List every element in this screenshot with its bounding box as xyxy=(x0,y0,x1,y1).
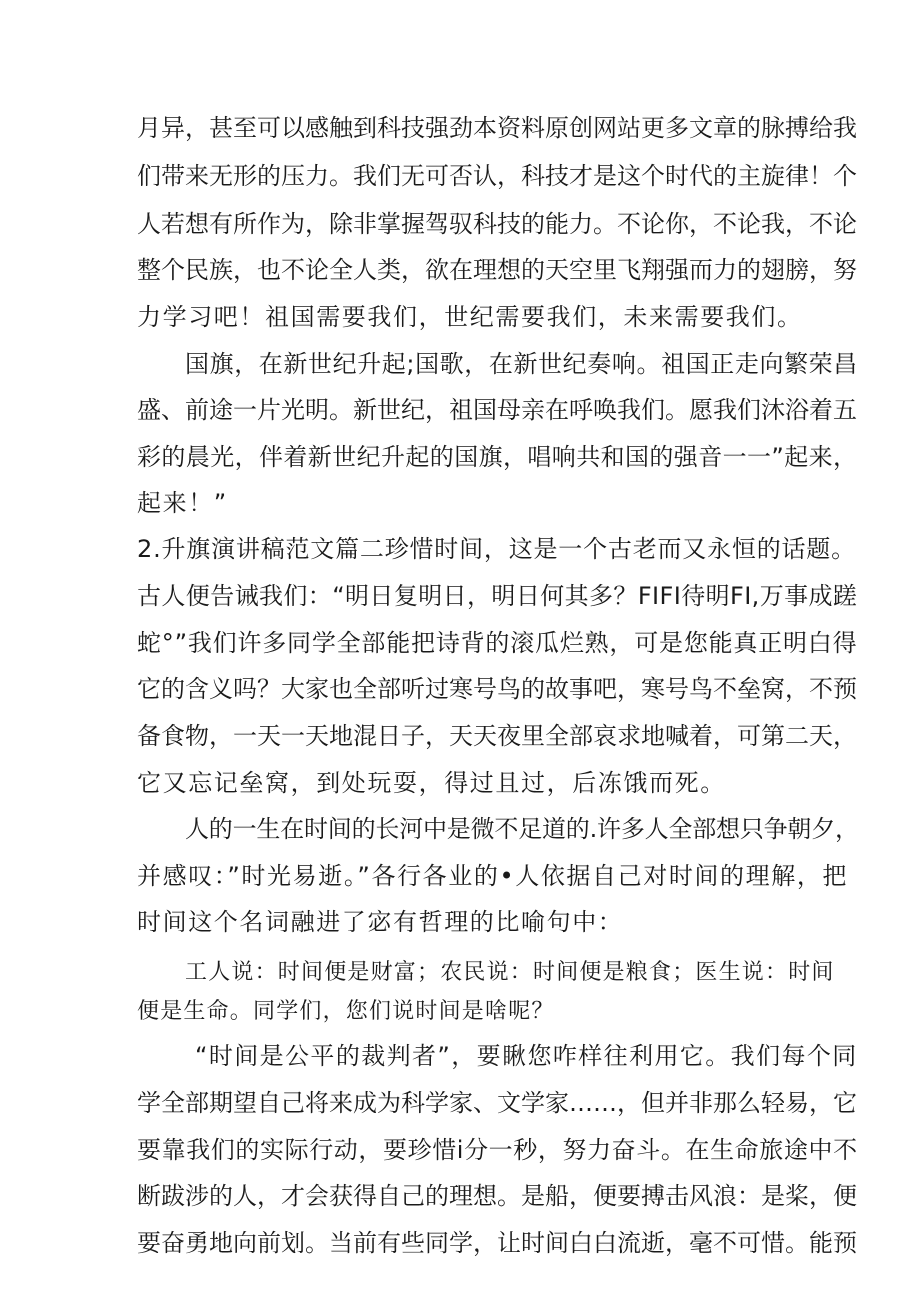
text-line: 整个民族，也不论全人类，欲在理想的天空里飞翔强而力的翅膀，努 xyxy=(137,256,857,284)
text-line: 盛、前途一片光明。新世纪，祖国母亲在呼唤我们。愿我们沐浴着五 xyxy=(137,396,857,424)
paragraph-start-line: “时间是公平的裁判者”，要瞅您咋样往利用它。我们每个同 xyxy=(195,1042,858,1070)
text-line: 们带来无形的压力。我们无可否认，科技才是这个时代的主旋律！个 xyxy=(137,162,857,190)
text-line: 备食物，一天一天地混日子，天天夜里全部哀求地喊着，可第二天， xyxy=(137,722,857,750)
paragraph-start-line: 国旗，在新世纪升起;国歌，在新世纪奏响。祖国正走向繁荣昌 xyxy=(185,350,858,378)
text-line: 要奋勇地向前划。当前有些同学，让时间白白流逝，毫不可惜。能预 xyxy=(137,1229,857,1257)
paragraph-start-line: 工人说：时间便是财富；农民说：时间便是粮食；医生说：时间 xyxy=(185,960,835,985)
section-heading-line: 2.升旗演讲稿范文篇二珍惜时间，这是一个古老而又永恒的话题。 xyxy=(137,535,856,563)
text-line: 它又忘记垒窝，到处玩耍，得过且过，后冻饿而死。 xyxy=(137,769,726,797)
text-line: 古人便告诫我们：“明日复明日，明日何其多？FIFI待明FI,万事成蹉 xyxy=(137,582,858,610)
text-line: 并感叹：”时光易逝。”各行各业的•人依据自己对时间的理解，把 xyxy=(137,862,849,890)
text-line: 时间这个名词融进了宓有哲理的比喻句中： xyxy=(137,908,624,936)
text-line: 月异，甚至可以感触到科技强劲本资料原创网站更多文章的脉搏给我 xyxy=(137,114,857,142)
text-line: 起来！” xyxy=(137,489,228,517)
text-line: 彩的晨光，伴着新世纪升起的国旗，唱响共和国的强音一一”起来， xyxy=(137,443,858,471)
text-line: 便是生命。同学们，您们说时间是啥呢？ xyxy=(137,999,555,1024)
text-line: 力学习吧！祖国需要我们，世纪需要我们，未来需要我们。 xyxy=(137,303,803,331)
text-line: 人若想有所作为，除非掌握驾驭科技的能力。不论你，不论我，不论 xyxy=(137,210,857,238)
text-line: 它的含义吗？大家也全部听过寒号鸟的故事吧，寒号鸟不垒窝，不预 xyxy=(137,675,857,703)
text-line: 学全部期望自己将来成为科学家、文学家……，但并非那么轻易，它 xyxy=(137,1089,857,1117)
paragraph-start-line: 人的一生在时间的长河中是微不足道的.许多人全部想只争朝夕， xyxy=(185,815,859,843)
text-line: 断跋涉的人，才会获得自己的理想。是船，便要搏击风浪：是桨，便 xyxy=(137,1182,857,1210)
text-line: 要靠我们的实际行动，要珍惜i分一秒，努力奋斗。在生命旅途中不 xyxy=(137,1136,858,1164)
text-line: 蛇°”我们许多同学全部能把诗背的滚瓜烂熟，可是您能真正明白得 xyxy=(137,629,858,657)
